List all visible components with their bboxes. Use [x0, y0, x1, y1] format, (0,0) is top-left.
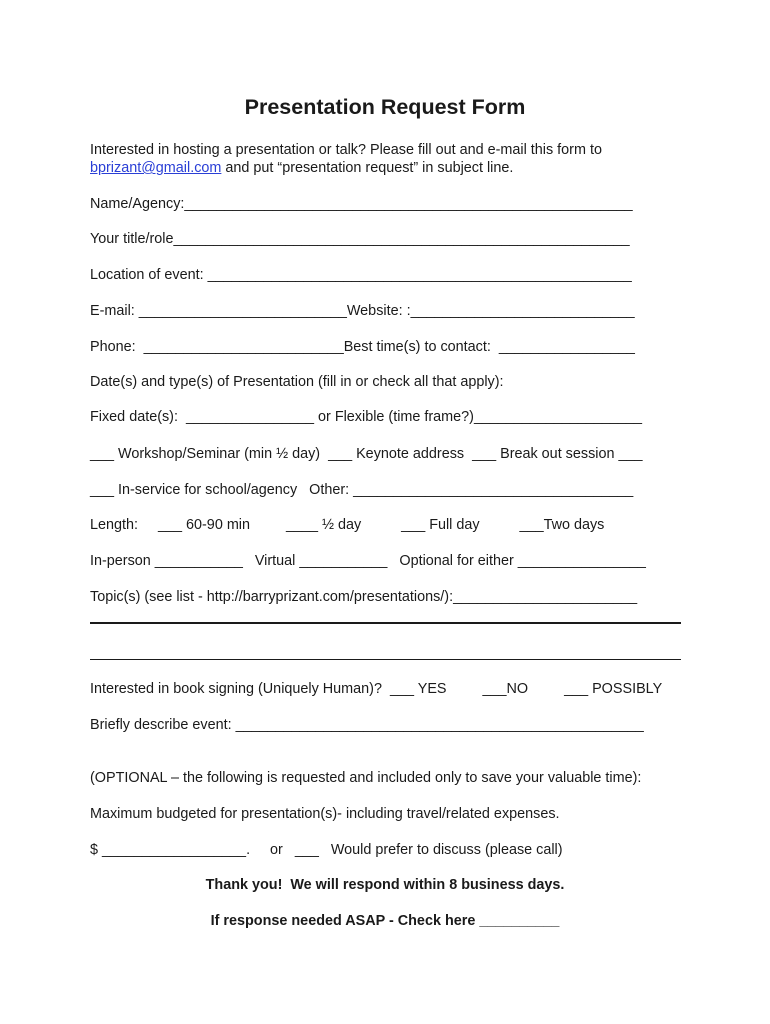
thank-you-text: Thank you! We will respond within 8 business days.: [205, 877, 565, 893]
fixed-flexible-field[interactable]: Fixed date(s): ________________ or Flexible (time frame?)_____________________: [90, 409, 643, 425]
email-website-field[interactable]: E-mail: __________________________Website: :____________________________: [90, 303, 635, 319]
asap-check-field[interactable]: If response needed ASAP - Check here __________: [210, 913, 560, 929]
topics-extra-line[interactable]: [90, 659, 681, 660]
length-options-row[interactable]: Length: ___ 60-90 min ____ ½ day ___ Full day ___Two days: [90, 517, 605, 533]
name-agency-field[interactable]: Name/Agency:________________________________________________________: [90, 196, 633, 212]
email-link[interactable]: bprizant@gmail.com: [90, 160, 222, 176]
dates-types-heading: Date(s) and type(s) of Presentation (fill in or check all that apply):: [90, 374, 504, 390]
describe-event-field[interactable]: Briefly describe event: ___________________________________________________: [90, 717, 644, 733]
intro-line-1: Interested in hosting a presentation or talk? Please fill out and e-mail this form to: [90, 142, 602, 158]
format-options-row[interactable]: In-person ___________ Virtual ___________ Optional for either ________________: [90, 553, 646, 569]
budget-heading: Maximum budgeted for presentation(s)- including travel/related expenses.: [90, 806, 560, 822]
intro-line-2-text: and put “presentation request” in subject line.: [221, 160, 514, 176]
intro-line-2: [90, 159, 513, 177]
workshop-options-row[interactable]: ___ Workshop/Seminar (min ½ day) ___ Keynote address ___ Break out session ___: [90, 446, 643, 462]
optional-note: (OPTIONAL – the following is requested and included only to save your valuable time):: [90, 770, 642, 786]
location-field[interactable]: Location of event: _____________________________________________________: [90, 267, 632, 283]
budget-amount-row[interactable]: $ __________________. or ___ Would prefer to discuss (please call): [90, 842, 563, 858]
book-signing-row[interactable]: Interested in book signing (Uniquely Human)? ___ YES ___NO ___ POSSIBLY: [90, 681, 663, 697]
inservice-other-row[interactable]: ___ In-service for school/agency Other: ___________________________________: [90, 482, 634, 498]
topics-field[interactable]: Topic(s) (see list - http://barryprizant.com/presentations/):_______________________: [90, 589, 638, 605]
page-title: Presentation Request Form: [244, 95, 526, 119]
title-role-field[interactable]: Your title/role_________________________________________________________: [90, 231, 630, 247]
section-divider: [90, 622, 681, 624]
phone-best-time-field[interactable]: Phone: _________________________Best time(s) to contact: _________________: [90, 339, 635, 355]
